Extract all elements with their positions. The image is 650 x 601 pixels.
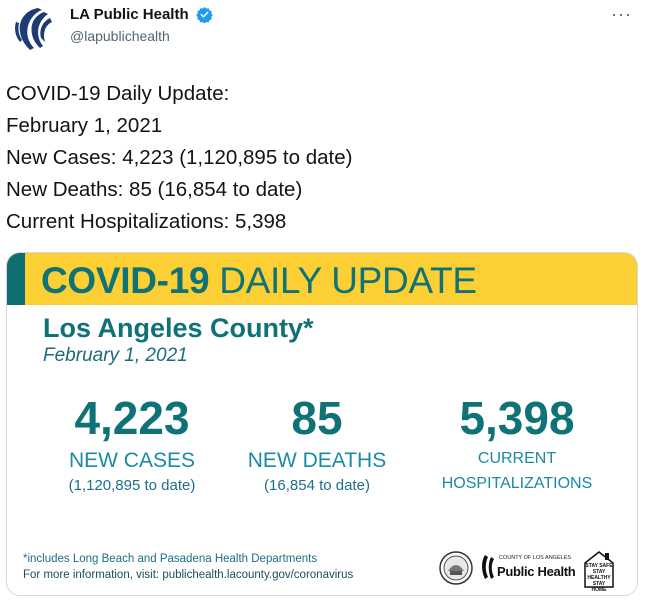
stay-safe-text [585,563,613,593]
stat-new-cases [47,393,217,494]
stat-value: 5,398 [459,392,575,444]
handle[interactable]: @lapublichealth [70,28,170,44]
stat-hospitalizations [419,393,615,493]
stat-value: 4,223 [74,392,190,444]
more-info-text: For more information, visit: publichealth.lacounty.gov/coronavirus [23,569,354,581]
stat-to-date: (1,120,895 to date) [68,477,196,494]
stat-value: 85 [291,392,343,444]
footnote: *includes Long Beach and Pasadena Health Departments [23,553,318,565]
county-heading: Los Angeles County* [43,313,314,343]
la-public-health-logo-icon [8,4,56,52]
display-name[interactable]: LA Public Health [70,6,189,24]
tweet-header [0,0,650,64]
stay-line: STAY HOME [591,581,607,593]
stat-new-deaths [239,393,395,494]
tweet-text-line: Current Hospitalizations: 5,398 [6,210,287,233]
tweet-text-line: New Deaths: 85 (16,854 to date) [6,178,303,201]
banner-title-bold: COVID-19 [41,260,210,301]
stat-label: NEW DEATHS [247,449,387,472]
stat-label: NEW CASES [68,449,196,472]
logo-county-text: COUNTY OF LOS ANGELES [499,555,572,561]
tweet-text-line: New Cases: 4,223 (1,120,895 to date) [6,146,353,169]
county-seal-icon [439,551,473,585]
banner-accent [7,253,25,305]
update-banner [7,253,638,305]
tweet-media-image[interactable] [6,252,638,596]
verified-badge-icon [196,6,213,23]
tweet-author [70,6,213,44]
more-options-icon[interactable]: ··· [611,4,632,24]
banner-title [41,260,477,302]
banner-title-rest: DAILY UPDATE [209,260,477,301]
tweet-text-line: February 1, 2021 [6,114,163,137]
stay-line: STAY HEALTHY [587,569,611,581]
logo-public-health-text: Public Health [497,564,576,579]
tweet-text-line: COVID-19 Daily Update: [6,82,230,105]
stat-label-line2: HOSPITALIZATIONS [441,475,593,492]
update-date: February 1, 2021 [43,345,188,366]
stay-line: STAY SAFE [585,563,613,569]
stat-to-date: (16,854 to date) [264,477,370,494]
stat-label-line1: CURRENT [477,450,557,467]
avatar[interactable] [8,4,56,52]
tweet-text [6,78,626,238]
